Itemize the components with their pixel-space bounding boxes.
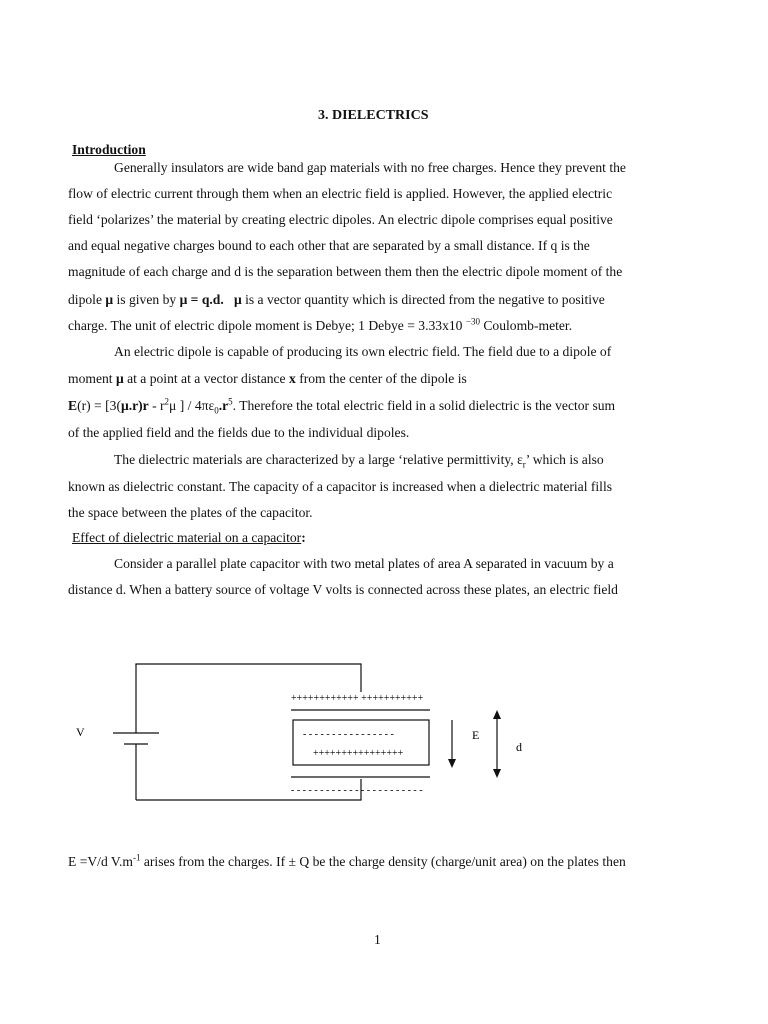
dipole-moment-line: dipole μ is given by μ = q.d. μ is a vector quantity which is directed from the negative to positive (68, 292, 605, 307)
field-arrow-head (448, 759, 456, 768)
label-e: E (472, 728, 480, 742)
debye-line: charge. The unit of electric dipole moment is Debye; 1 Debye = 3.33x10 $^{-30}$ Coulomb-meter. (68, 316, 573, 333)
page-title: 3. DIELECTRICS (318, 108, 429, 123)
para4-line-1: Consider a parallel plate capacitor with two metal plates of area A separated in vacuum by a (114, 556, 614, 571)
label-v: V (76, 725, 85, 739)
circuit-wire-top (136, 664, 361, 692)
para3-line-2: known as dielectric constant. The capacity of a capacitor is increased when a dielectric material fills (68, 479, 613, 494)
bottom-plate-charges: - - - - - - - - - - - - - - - - - - - - - - - (291, 785, 423, 796)
section-heading-effect: Effect of dielectric material on a capacitor: (72, 530, 306, 545)
section-heading-introduction: Introduction (72, 142, 146, 157)
dipole-field-formula: $E(r) = [3(\mu.r)r - r^2\mu$ ] / $4\pi\varepsilon_0.r^5$. Therefore the total electric field in a solid dielectric is the vector sum (68, 396, 616, 416)
intro-line-1: Generally insulators are wide band gap materials with no free charges. Hence they prevent the (114, 160, 626, 175)
intro-line-2: flow of electric current through them when an electric field is applied. However, the applied electric (68, 186, 613, 201)
para2-line-1: An electric dipole is capable of producing its own electric field. The field due to a dipole of (114, 344, 612, 359)
top-plate-charges: ++++++++++++ +++++++++++ (291, 693, 424, 704)
dielectric-positive-charges: ++++++++++++++++ (313, 748, 404, 759)
label-d: d (516, 740, 522, 754)
dielectric-negative-charges: - - - - - - - - - - - - - - - - (303, 729, 394, 740)
intro-line-3: field ‘polarizes’ the material by creating electric dipoles. An electric dipole comprises equal positive (68, 212, 613, 227)
distance-arrow-head-top (493, 710, 501, 719)
distance-arrow-head-bottom (493, 769, 501, 778)
para2-line-2: moment μ at a point at a vector distance x from the center of the dipole is (68, 371, 467, 386)
para4-line-2: distance d. When a battery source of voltage V volts is connected across these plates, an electric field (68, 582, 618, 597)
page-number: 1 (374, 932, 381, 947)
final-line: E =V/d $V.m^{-1}$ arises from the charges. If ± Q be the charge density (charge/unit area) on the plates then (68, 852, 626, 869)
para3-line-1: The dielectric materials are characterized by a large ‘relative permittivity, $\varepsilon_r$’ which is also (114, 452, 604, 470)
para2-line-4: of the applied field and the fields due to the individual dipoles. (68, 425, 410, 440)
para3-line-3: the space between the plates of the capacitor. (68, 505, 313, 520)
intro-line-5: magnitude of each charge and d is the separation between them then the electric dipole moment of the (68, 264, 623, 279)
intro-line-4: and equal negative charges bound to each other that are separated by a small distance. If q is the (68, 238, 590, 253)
